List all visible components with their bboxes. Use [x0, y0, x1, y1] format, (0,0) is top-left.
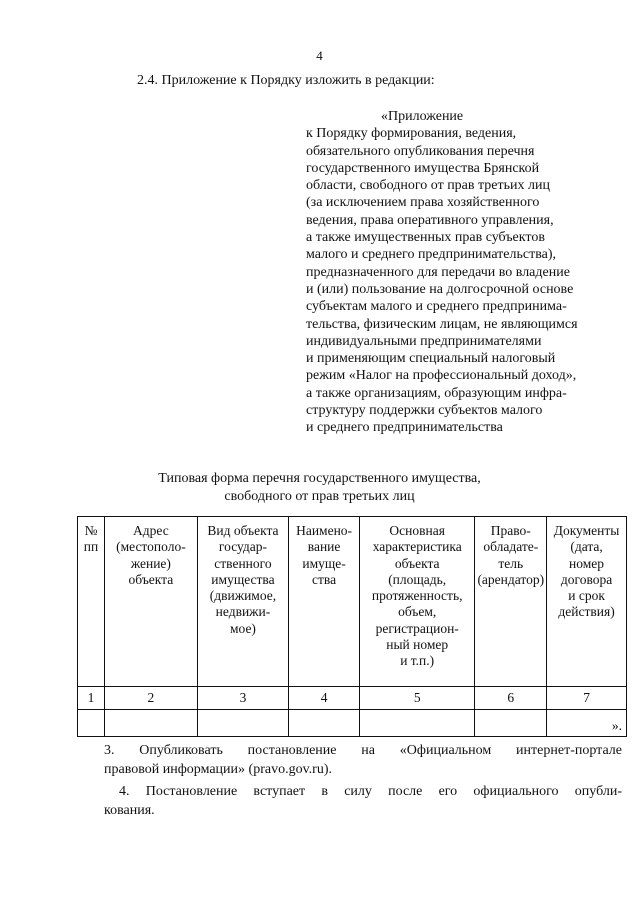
appendix-line: а также организациям, образующим инфра-	[306, 385, 567, 401]
table-header-row	[78, 517, 627, 687]
paragraph-3-line-1: 3. Опубликовать постановление на «Официальном интернет-портале	[104, 743, 622, 758]
appendix-line: структуру поддержки субъектов малого	[306, 403, 543, 419]
appendix-line: малого и среднего предпринимательства),	[306, 247, 557, 263]
header-cell-address: Адрес (местополо- жение) объекта	[105, 517, 198, 687]
header-cell-documents: Документы (дата, номер договора и срок действия)	[547, 517, 627, 687]
empty-cell	[547, 710, 627, 737]
appendix-line: государственного имущества Брянской	[306, 160, 540, 176]
table-number-row	[78, 687, 627, 710]
form-title-line: свободного от прав третьих лиц	[224, 489, 415, 504]
appendix-line: а также имущественных прав субъектов	[306, 230, 545, 246]
appendix-line: предназначенного для передачи во владение	[306, 264, 570, 280]
header-cell-object-type: Вид объекта государ- ственного имущества (движимое, недвижи- мое)	[197, 517, 288, 687]
appendix-line: и (или) пользование на долгосрочной основе	[306, 281, 574, 297]
header-cell-number: № пп	[78, 517, 105, 687]
header-cell-name: Наимено- вание имуще- ства	[289, 517, 360, 687]
appendix-caption	[306, 108, 606, 437]
appendix-line: режим «Налог на профессиональный доход»,	[306, 368, 577, 384]
appendix-line: ведения, права оперативного управления,	[306, 212, 554, 228]
appendix-line: к Порядку формирования, ведения,	[306, 126, 517, 142]
appendix-line: субъектам малого и среднего предпринима-	[306, 299, 567, 315]
property-list-table	[77, 516, 627, 737]
appendix-line: тельства, физическим лицам, не являющимся	[306, 316, 578, 332]
empty-cell	[359, 710, 474, 737]
appendix-line: индивидуальными предпринимателями	[306, 333, 542, 349]
number-cell: 4	[289, 687, 360, 710]
empty-cell	[78, 710, 105, 737]
header-cell-characteristics: Основная характеристика объекта (площадь, протяженность, объем, регистрацион- ный номер и т.п.)	[359, 517, 474, 687]
table-empty-row	[78, 710, 627, 737]
empty-cell	[289, 710, 360, 737]
number-cell: 7	[547, 687, 627, 710]
appendix-line: и применяющим специальный налоговый	[306, 351, 556, 367]
appendix-line: обязательного опубликования перечня	[306, 143, 535, 159]
number-cell: 3	[197, 687, 288, 710]
number-cell: 6	[475, 687, 547, 710]
appendix-line: (за исключением права хозяйственного	[306, 195, 540, 211]
empty-cell	[105, 710, 198, 737]
paragraph-3-line-2: правовой информации» (pravo.gov.ru).	[104, 762, 332, 777]
number-cell: 1	[78, 687, 105, 710]
header-cell-holder: Право- обладате- тель (арендатор)	[475, 517, 547, 687]
form-title-line: Типовая форма перечня государственного имущества,	[158, 471, 481, 486]
intro-paragraph: 2.4. Приложение к Порядку изложить в редакции:	[137, 73, 435, 88]
page-number: 4	[316, 48, 323, 63]
closing-quote: ».	[611, 718, 622, 733]
paragraph-4-line-2: кования.	[104, 803, 155, 818]
number-cell: 2	[105, 687, 198, 710]
appendix-head: «Приложение	[381, 109, 464, 124]
appendix-line: и среднего предпринимательства	[306, 420, 503, 436]
appendix-line: области, свободного от прав третьих лиц	[306, 178, 550, 194]
empty-cell	[475, 710, 547, 737]
form-title	[0, 470, 639, 506]
number-cell: 5	[359, 687, 474, 710]
paragraph-4-line-1: 4. Постановление вступает в силу после его официального опубли-	[119, 784, 622, 799]
empty-cell	[197, 710, 288, 737]
